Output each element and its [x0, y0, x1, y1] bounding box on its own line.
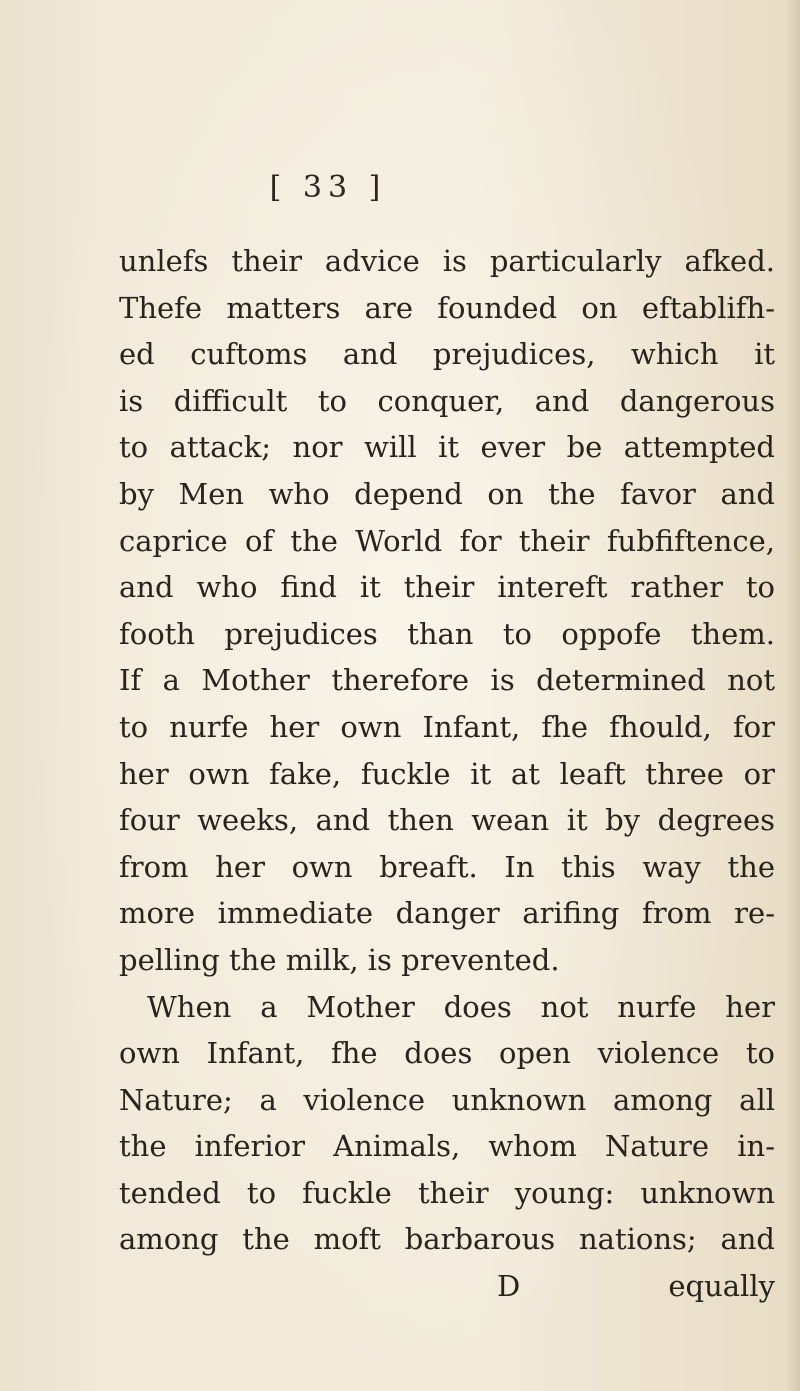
text-line: caprice of the World for their fubfiftence, — [119, 523, 775, 558]
page-number: [ 33 ] — [269, 170, 387, 205]
page-edge-shadow — [786, 0, 800, 1391]
signature-mark: D — [497, 1269, 521, 1304]
text-line: to nurfe her own Infant, fhe fhould, for — [119, 709, 775, 744]
text-line: and who find it their intereft rather to — [119, 570, 775, 605]
footer-line — [119, 1263, 775, 1310]
text-line: from her own breaft. In this way the — [119, 849, 775, 884]
text-line: is difficult to conquer, and dangerous — [119, 383, 775, 418]
text-line: by Men who depend on the favor and — [119, 476, 775, 511]
text-line: more immediate danger arifing from re- — [119, 896, 775, 931]
text-line: When a Mother does not nurfe her — [147, 989, 775, 1024]
text-line: the inferior Animals, whom Nature in- — [119, 1129, 775, 1164]
text-line: tended to fuckle their young: unknown — [119, 1175, 775, 1210]
text-lines — [119, 238, 775, 1263]
catchword: equally — [668, 1269, 775, 1304]
text-line: ed cuftoms and prejudices, which it — [119, 337, 775, 372]
text-line: footh prejudices than to oppofe them. — [119, 616, 775, 651]
text-line: If a Mother therefore is determined not — [119, 663, 775, 698]
text-line: four weeks, and then wean it by degrees — [119, 803, 775, 838]
text-line: Thefe matters are founded on eftablifh- — [119, 290, 775, 325]
text-line: to attack; nor will it ever be attempted — [119, 430, 775, 465]
text-line: pelling the milk, is prevented. — [119, 942, 560, 977]
text-line: among the moft barbarous nations; and — [119, 1222, 775, 1257]
body-text — [119, 238, 775, 1310]
text-line: her own fake, fuckle it at leaft three or — [119, 756, 775, 791]
text-line: unlefs their advice is particularly afked. — [119, 244, 775, 278]
text-line: own Infant, fhe does open violence to — [119, 1036, 775, 1071]
text-line: Nature; a violence unknown among all — [119, 1082, 775, 1117]
